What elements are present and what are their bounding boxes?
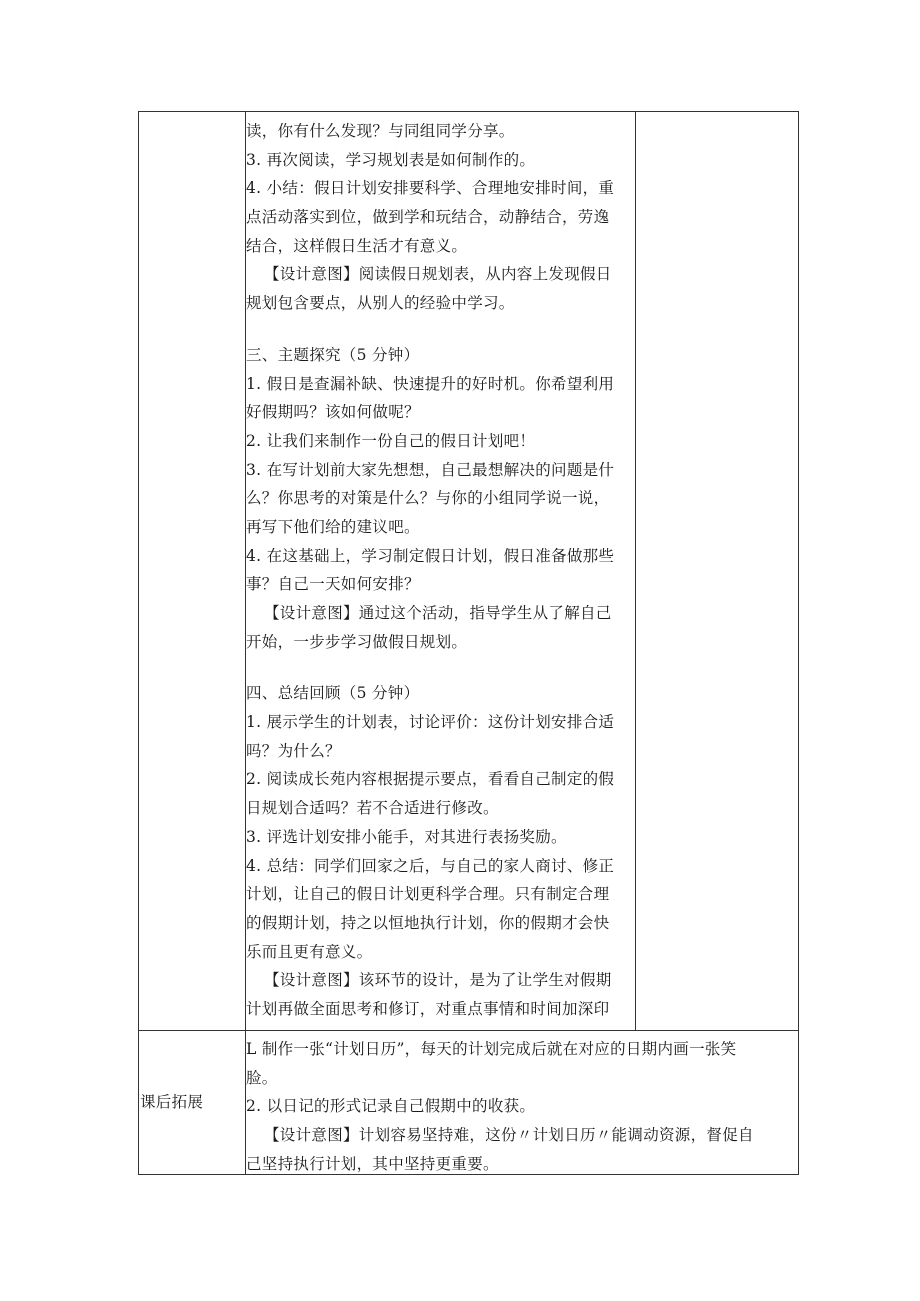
text-line: 吗？为什么？ (246, 741, 341, 760)
table-divider-right (635, 111, 636, 1030)
row-label-extension: 课后拓展 (140, 1093, 204, 1111)
text-line: 的假期计划，持之以恒地执行计划，你的假期才会快 (246, 913, 610, 932)
design-intent-line: 【设计意图】通过这个活动，指导学生从了解自己 (264, 604, 612, 622)
design-intent-line: 【设计意图】该环节的设计，是为了让学生对假期 (264, 971, 612, 990)
text-line: 4. 总结：同学们回家之后，与自己的家人商讨、修正 (246, 856, 615, 875)
text-line: 4. 小结：假日计划安排要科学、合理地安排时间，重 (246, 179, 615, 198)
text-line: 再写下他们给的建议吧。 (246, 517, 420, 536)
text-line: L 制作一张“计划日历”，每天的计划完成后就在对应的日期内画一张笑 (246, 1040, 737, 1058)
text-line: 脸。 (246, 1068, 278, 1087)
text-line: 计划，让自己的假日计划更科学合理。只有制定合理 (246, 885, 610, 904)
text-line: 乐而且更有意义。 (246, 942, 373, 961)
text-line: 读，你有什么发现？与同组同学分享。 (246, 122, 515, 140)
text-line: 4. 在这基础上，学习制定假日计划，假日准备做那些 (246, 546, 615, 565)
section-heading: 四、总结回顾（5 分钟） (246, 684, 420, 703)
design-intent-line: 规划包含要点，从别人的经验中学习。 (246, 294, 515, 313)
text-line: 好假期吗？该如何做呢？ (246, 403, 420, 422)
table-row-divider (138, 1030, 799, 1031)
text-line: 点活动落实到位，做到学和玩结合，动静结合，劳逸 (246, 208, 610, 227)
text-line: 3. 在写计划前大家先想想，自己最想解决的问题是什 (246, 460, 615, 479)
section-heading: 三、主题探究（5 分钟） (246, 345, 420, 364)
text-line: 1. 假日是查漏补缺、快速提升的好时机。你希望利用 (246, 374, 615, 393)
design-intent-line: 【设计意图】阅读假日规划表，从内容上发现假日 (264, 265, 612, 284)
text-line: 结合，这样假日生活才有意义。 (246, 236, 468, 255)
text-line: 事？自己一天如何安排？ (246, 575, 420, 594)
design-intent-line: 开始，一步步学习做假日规划。 (246, 632, 468, 651)
extension-cell (246, 1035, 796, 1178)
text-line: 2. 以日记的形式记录自己假期中的收获。 (246, 1097, 536, 1116)
text-line: 么？你思考的对策是什么？与你的小组同学说一说， (246, 489, 610, 508)
text-line: 1. 展示学生的计划表，讨论评价：这份计划安排合适 (246, 713, 615, 732)
text-line: 3. 评选计划安排小能手，对其进行表扬奖励。 (246, 827, 567, 846)
design-intent-line: 【设计意图】计划容易坚持难，这份〃计划日历〃能调动资源，督促自 (264, 1126, 754, 1145)
text-line: 2. 阅读成长苑内容根据提示要点，看看自己制定的假 (246, 770, 615, 789)
text-line: 日规划合适吗？若不合适进行修改。 (246, 799, 499, 818)
design-intent-line: 己坚持执行计划，其中坚持更重要。 (246, 1154, 499, 1173)
teaching-process-cell (246, 117, 635, 1030)
design-intent-line: 计划再做全面思考和修订，对重点事情和时间加深印 (246, 999, 610, 1018)
text-line: 2. 让我们来制作一份自己的假日计划吧！ (246, 431, 536, 450)
text-line: 3. 再次阅读，学习规划表是如何制作的。 (246, 150, 536, 169)
design-intent-line (246, 1024, 635, 1030)
